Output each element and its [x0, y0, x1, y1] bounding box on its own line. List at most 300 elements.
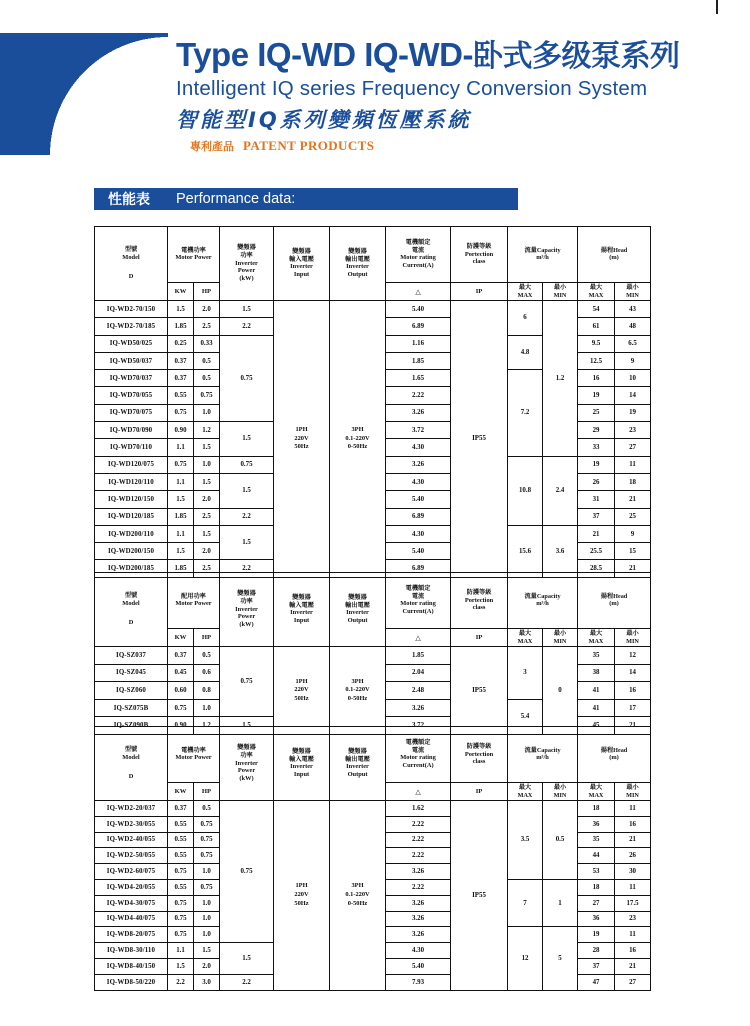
cell-motor-current: 1.65 — [386, 370, 451, 387]
col-header-inverter-input: 變頻器 輸入電壓 Inverter Input — [274, 573, 330, 647]
cell-capacity-max: 7.2 — [508, 370, 543, 456]
cell-motor-current: 3.26 — [386, 404, 451, 421]
cell-motor-current: 2.22 — [386, 816, 451, 832]
cell-hp: 1.0 — [194, 864, 220, 880]
cell-hp: 1.0 — [194, 927, 220, 943]
cell-motor-current: 1.85 — [386, 647, 451, 665]
page-header — [0, 0, 750, 180]
col-header-inverter-power: 變頻器 功率 Inverter Power (kW) — [220, 573, 274, 647]
cell-model: IQ-WD120/075 — [95, 456, 168, 473]
cell-motor-current: 2.04 — [386, 664, 451, 682]
col-header-head-min: 最小 MIN — [615, 783, 651, 801]
cell-kw: 1.5 — [168, 543, 194, 560]
cell-motor-current: 6.89 — [386, 318, 451, 335]
cell-head-max: 16 — [578, 370, 615, 387]
title-cjk-suffix: 卧式多级泵系列 — [473, 39, 680, 74]
cell-head-min: 21 — [615, 717, 651, 735]
cell-head-max: 19 — [578, 927, 615, 943]
cell-capacity-min: 3.6 — [543, 525, 578, 577]
col-header-kw: KW — [168, 629, 194, 647]
col-header-capacity-max: 最大 MAX — [508, 783, 543, 801]
cell-hp: 1.2 — [194, 717, 220, 735]
cell-protection-class: IP55 — [451, 801, 508, 991]
cell-model: IQ-SZ045 — [95, 664, 168, 682]
cell-kw: 0.55 — [168, 816, 194, 832]
cell-head-min: 11 — [615, 456, 651, 473]
col-header-capacity: 流量Capacity m³/h — [508, 573, 578, 629]
cell-protection-class: IP55 — [451, 647, 508, 735]
col-header-motor-current: 電機額定 電流 Motor rating Current(A) — [386, 227, 451, 283]
cell-head-max: 35 — [578, 832, 615, 848]
cell-model: IQ-WD50/025 — [95, 335, 168, 352]
cell-head-min: 16 — [615, 816, 651, 832]
cell-model: IQ-WD200/110 — [95, 525, 168, 542]
col-header-motor-current: 電機額定 電流 Motor rating Current(A) — [386, 573, 451, 629]
col-header-hp: HP — [194, 783, 220, 801]
col-header-capacity-max: 最大 MAX — [508, 629, 543, 647]
col-header-inverter-power: 變頻器 功率 Inverter Power (kW) — [220, 727, 274, 801]
cell-hp: 1.5 — [194, 439, 220, 456]
performance-table-1-wrapper — [94, 226, 650, 578]
cell-kw: 0.75 — [168, 699, 194, 717]
cell-kw: 1.85 — [168, 560, 194, 577]
cell-model: IQ-WD70/037 — [95, 370, 168, 387]
cell-hp: 1.2 — [194, 422, 220, 439]
cell-head-min: 23 — [615, 422, 651, 439]
cell-hp: 1.5 — [194, 525, 220, 542]
cell-inverter-power: 1.5 — [220, 422, 274, 457]
cell-kw: 2.2 — [168, 974, 194, 990]
cell-kw: 1.5 — [168, 958, 194, 974]
cell-capacity-max: 4.8 — [508, 335, 543, 370]
cell-model: IQ-WD2-20/037 — [95, 801, 168, 817]
cell-motor-current: 6.89 — [386, 560, 451, 577]
cell-motor-current: 3.26 — [386, 895, 451, 911]
col-header-protection-class: 防護等級 Portection class — [451, 573, 508, 629]
cell-model: IQ-WD8-20/075 — [95, 927, 168, 943]
cell-capacity-max: 7 — [508, 879, 543, 926]
cell-hp: 0.75 — [194, 879, 220, 895]
cell-hp: 0.5 — [194, 352, 220, 369]
cell-kw: 1.1 — [168, 525, 194, 542]
cell-head-max: 36 — [578, 816, 615, 832]
cell-head-max: 38 — [578, 664, 615, 682]
col-header-motor-power: 電機功率 Motor Power — [168, 227, 220, 283]
cell-head-max: 54 — [578, 301, 615, 318]
cell-kw: 0.37 — [168, 647, 194, 665]
cell-motor-current: 4.30 — [386, 473, 451, 490]
cell-head-max: 45 — [578, 717, 615, 735]
cell-motor-current: 3.72 — [386, 422, 451, 439]
cell-model: IQ-WD200/185 — [95, 560, 168, 577]
cell-model: IQ-SZ075B — [95, 699, 168, 717]
cell-head-min: 19 — [615, 404, 651, 421]
cell-capacity-min: 1 — [543, 879, 578, 926]
col-header-hp: HP — [194, 629, 220, 647]
cell-head-min: 43 — [615, 301, 651, 318]
cell-model: IQ-WD120/185 — [95, 508, 168, 525]
cell-motor-current: 3.26 — [386, 699, 451, 717]
cell-motor-current: 2.48 — [386, 682, 451, 700]
cell-head-min: 16 — [615, 682, 651, 700]
cell-head-min: 11 — [615, 801, 651, 817]
performance-table-3 — [94, 726, 651, 991]
table-row — [95, 801, 651, 817]
cell-kw: 0.37 — [168, 352, 194, 369]
cell-head-max: 19 — [578, 456, 615, 473]
cell-head-min: 21 — [615, 560, 651, 577]
cell-capacity-min: 1.2 — [543, 301, 578, 457]
cell-head-max: 27 — [578, 895, 615, 911]
cell-kw: 0.37 — [168, 370, 194, 387]
cell-kw: 1.1 — [168, 943, 194, 959]
col-header-head: 揚程Head (m) — [578, 227, 651, 283]
cell-head-min: 15 — [615, 543, 651, 560]
cell-hp: 0.75 — [194, 387, 220, 404]
cell-head-min: 11 — [615, 879, 651, 895]
col-header-head-max: 最大 MAX — [578, 283, 615, 301]
cell-model: IQ-WD50/037 — [95, 352, 168, 369]
cell-motor-current: 6.89 — [386, 508, 451, 525]
cell-kw: 0.25 — [168, 335, 194, 352]
cell-capacity-max: 3 — [508, 647, 543, 700]
cell-hp: 0.5 — [194, 370, 220, 387]
cell-motor-current: 4.30 — [386, 943, 451, 959]
cell-head-min: 11 — [615, 927, 651, 943]
cell-kw: 1.1 — [168, 473, 194, 490]
cell-kw: 0.75 — [168, 864, 194, 880]
cell-head-min: 9 — [615, 525, 651, 542]
col-header-protection-class: 防護等級 Portection class — [451, 727, 508, 783]
cell-inverter-power: 1.5 — [220, 943, 274, 975]
col-header-head: 揚程Head (m) — [578, 727, 651, 783]
patent-line — [190, 137, 750, 155]
cell-head-min: 48 — [615, 318, 651, 335]
cell-head-min: 10 — [615, 370, 651, 387]
cell-inverter-input: 1PH 220V 50Hz — [274, 647, 330, 735]
cell-head-max: 25.5 — [578, 543, 615, 560]
col-header-kw: KW — [168, 783, 194, 801]
col-header-head-min: 最小 MIN — [615, 629, 651, 647]
cell-model: IQ-WD8-50/220 — [95, 974, 168, 990]
cell-head-max: 37 — [578, 958, 615, 974]
cell-model: IQ-WD70/090 — [95, 422, 168, 439]
cell-inverter-power: 1.5 — [220, 301, 274, 318]
cell-inverter-power: 2.2 — [220, 508, 274, 525]
cell-head-max: 28 — [578, 943, 615, 959]
cell-motor-current: 7.93 — [386, 974, 451, 990]
cell-hp: 2.5 — [194, 560, 220, 577]
cell-head-min: 27 — [615, 439, 651, 456]
col-header-inverter-output: 變頻器 輸出電壓 Inverter Output — [330, 227, 386, 301]
cell-head-min: 25 — [615, 508, 651, 525]
cell-inverter-power: 2.2 — [220, 974, 274, 990]
cell-head-min: 6.5 — [615, 335, 651, 352]
col-header-head-min: 最小 MIN — [615, 283, 651, 301]
cell-model: IQ-WD4-20/055 — [95, 879, 168, 895]
cell-head-min: 14 — [615, 664, 651, 682]
col-header-current-symbol: △ — [386, 283, 451, 301]
cell-kw: 1.5 — [168, 301, 194, 318]
col-header-inverter-output: 變頻器 輸出電壓 Inverter Output — [330, 727, 386, 801]
cell-model: IQ-WD2-50/055 — [95, 848, 168, 864]
cell-head-max: 18 — [578, 879, 615, 895]
cell-model: IQ-WD200/150 — [95, 543, 168, 560]
cell-model: IQ-WD120/110 — [95, 473, 168, 490]
cell-motor-current: 2.22 — [386, 848, 451, 864]
col-header-model: 型號 Model D — [95, 573, 168, 647]
cell-kw: 0.75 — [168, 895, 194, 911]
cell-capacity-max: 15.6 — [508, 525, 543, 577]
cell-head-max: 36 — [578, 911, 615, 927]
col-header-ip: IP — [451, 783, 508, 801]
title-block — [176, 38, 750, 155]
cell-kw: 1.85 — [168, 508, 194, 525]
cell-motor-current: 5.40 — [386, 301, 451, 318]
cell-head-min: 27 — [615, 974, 651, 990]
cell-model: IQ-WD2-40/055 — [95, 832, 168, 848]
cell-head-min: 12 — [615, 647, 651, 665]
cell-kw: 1.85 — [168, 318, 194, 335]
cell-head-min: 23 — [615, 911, 651, 927]
cell-hp: 0.6 — [194, 664, 220, 682]
cell-model: IQ-WD4-40/075 — [95, 911, 168, 927]
col-header-capacity-max: 最大 MAX — [508, 283, 543, 301]
cell-capacity-max: 6 — [508, 301, 543, 336]
cell-motor-current: 3.72 — [386, 717, 451, 735]
cell-model: IQ-WD2-70/185 — [95, 318, 168, 335]
col-header-inverter-output: 變頻器 輸出電壓 Inverter Output — [330, 573, 386, 647]
cell-motor-current: 2.22 — [386, 879, 451, 895]
col-header-capacity: 流量Capacity m³/h — [508, 727, 578, 783]
cell-motor-current: 3.26 — [386, 911, 451, 927]
col-header-head-max: 最大 MAX — [578, 783, 615, 801]
cell-hp: 1.0 — [194, 895, 220, 911]
col-header-motor-power: 配用功率 Motor Power — [168, 573, 220, 629]
brand-swoosh-shape — [0, 33, 168, 155]
cell-motor-current: 5.40 — [386, 958, 451, 974]
section-label-en: Performance data: — [176, 191, 296, 207]
cell-inverter-input: 1PH 220V 50Hz — [274, 301, 330, 578]
col-header-model: 型號 Model D — [95, 727, 168, 801]
cell-head-max: 35 — [578, 647, 615, 665]
cell-motor-current: 3.26 — [386, 927, 451, 943]
cell-hp: 1.5 — [194, 473, 220, 490]
cell-motor-current: 1.16 — [386, 335, 451, 352]
col-header-current-symbol: △ — [386, 629, 451, 647]
cell-capacity-max: 12 — [508, 927, 543, 990]
cell-capacity-max: 5.4 — [508, 699, 543, 734]
cell-hp: 2.0 — [194, 543, 220, 560]
cell-capacity-min: 2.4 — [543, 456, 578, 525]
cell-inverter-power: 0.75 — [220, 647, 274, 717]
cell-inverter-power: 2.2 — [220, 560, 274, 577]
col-header-head: 揚程Head (m) — [578, 573, 651, 629]
cell-inverter-output: 3PH 0.1-220V 0-50Hz — [330, 801, 386, 991]
col-header-motor-current: 電機額定 電流 Motor rating Current(A) — [386, 727, 451, 783]
cell-model: IQ-WD120/150 — [95, 491, 168, 508]
table-row — [95, 647, 651, 665]
cell-hp: 0.75 — [194, 816, 220, 832]
col-header-current-symbol: △ — [386, 783, 451, 801]
cell-head-min: 21 — [615, 491, 651, 508]
col-header-ip: IP — [451, 283, 508, 301]
cell-kw: 1.5 — [168, 491, 194, 508]
col-header-motor-power: 電機功率 Motor Power — [168, 727, 220, 783]
cell-inverter-output: 3PH 0.1-220V 0-50Hz — [330, 647, 386, 735]
cell-kw: 0.45 — [168, 664, 194, 682]
cell-head-min: 17 — [615, 699, 651, 717]
cell-motor-current: 4.30 — [386, 439, 451, 456]
cell-model: IQ-SZ037 — [95, 647, 168, 665]
cell-hp: 1.0 — [194, 404, 220, 421]
cell-head-min: 9 — [615, 352, 651, 369]
cell-kw: 0.90 — [168, 717, 194, 735]
cell-head-max: 44 — [578, 848, 615, 864]
cell-capacity-max: 10.8 — [508, 456, 543, 525]
cell-head-max: 19 — [578, 387, 615, 404]
cell-motor-current: 1.85 — [386, 352, 451, 369]
col-header-capacity-min: 最小 MIN — [543, 783, 578, 801]
cell-model: IQ-WD2-60/075 — [95, 864, 168, 880]
cell-motor-current: 1.62 — [386, 801, 451, 817]
section-label-cjk: 性能表 — [108, 192, 150, 208]
performance-table-2-wrapper — [94, 572, 650, 735]
cell-hp: 0.75 — [194, 832, 220, 848]
cell-head-min: 26 — [615, 848, 651, 864]
cell-head-min: 21 — [615, 958, 651, 974]
cell-head-max: 21 — [578, 525, 615, 542]
col-header-hp: HP — [194, 283, 220, 301]
cell-head-min: 21 — [615, 832, 651, 848]
cell-kw: 0.90 — [168, 422, 194, 439]
performance-table-2 — [94, 572, 651, 735]
cell-hp: 0.5 — [194, 801, 220, 817]
table-row — [95, 301, 651, 318]
page-subtitle-cjk: 智能型IQ系列變頻恆壓系統 — [176, 107, 472, 132]
cell-motor-current: 3.26 — [386, 864, 451, 880]
cell-model: IQ-SZ090B — [95, 717, 168, 735]
cell-kw: 0.75 — [168, 404, 194, 421]
cell-head-max: 9.5 — [578, 335, 615, 352]
cell-hp: 2.0 — [194, 958, 220, 974]
col-header-inverter-input: 變頻器 輸入電壓 Inverter Input — [274, 227, 330, 301]
cell-hp: 0.5 — [194, 647, 220, 665]
cell-model: IQ-WD70/110 — [95, 439, 168, 456]
col-header-model: 型號 Model D — [95, 227, 168, 301]
col-header-inverter-input: 變頻器 輸入電壓 Inverter Input — [274, 727, 330, 801]
col-header-protection-class: 防護等級 Portection class — [451, 227, 508, 283]
cell-hp: 2.5 — [194, 318, 220, 335]
cell-motor-current: 3.26 — [386, 456, 451, 473]
cell-kw: 0.75 — [168, 911, 194, 927]
section-header-performance-data — [94, 188, 518, 210]
cell-capacity-max: 3.5 — [508, 801, 543, 880]
cell-head-max: 25 — [578, 404, 615, 421]
cell-hp: 1.0 — [194, 699, 220, 717]
patent-label-cjk: 專利產品 — [190, 139, 234, 153]
cell-inverter-power: 1.5 — [220, 525, 274, 560]
cell-capacity-min: 0.5 — [543, 801, 578, 880]
cell-motor-current: 4.30 — [386, 525, 451, 542]
cell-inverter-power: 2.2 — [220, 318, 274, 335]
cell-capacity-min: 0 — [543, 647, 578, 735]
cell-hp: 0.75 — [194, 848, 220, 864]
cell-kw: 0.55 — [168, 832, 194, 848]
cell-inverter-power: 0.75 — [220, 335, 274, 421]
col-header-head-max: 最大 MAX — [578, 629, 615, 647]
cell-hp: 1.5 — [194, 943, 220, 959]
cell-hp: 0.8 — [194, 682, 220, 700]
cell-inverter-input: 1PH 220V 50Hz — [274, 801, 330, 991]
cell-head-max: 41 — [578, 682, 615, 700]
cell-model: IQ-SZ060 — [95, 682, 168, 700]
cell-motor-current: 5.40 — [386, 543, 451, 560]
col-header-capacity-min: 最小 MIN — [543, 629, 578, 647]
page-subtitle: Intelligent IQ series Frequency Conversion System — [176, 76, 648, 100]
cell-hp: 2.0 — [194, 491, 220, 508]
cell-model: IQ-WD4-30/075 — [95, 895, 168, 911]
cell-head-max: 12.5 — [578, 352, 615, 369]
performance-table-1 — [94, 226, 651, 578]
cell-motor-current: 2.22 — [386, 832, 451, 848]
cell-head-max: 53 — [578, 864, 615, 880]
col-header-capacity-min: 最小 MIN — [543, 283, 578, 301]
cell-head-max: 33 — [578, 439, 615, 456]
cell-head-max: 29 — [578, 422, 615, 439]
cell-head-min: 17.5 — [615, 895, 651, 911]
cell-model: IQ-WD70/055 — [95, 387, 168, 404]
col-header-inverter-power: 變頻器 功率 Inverter Power (kW) — [220, 227, 274, 301]
cell-inverter-power: 1.5 — [220, 717, 274, 735]
page-title — [176, 38, 750, 73]
title-en: Type IQ-WD IQ-WD- — [176, 36, 474, 73]
cell-protection-class: IP55 — [451, 301, 508, 578]
cell-head-max: 31 — [578, 491, 615, 508]
cell-kw: 0.37 — [168, 801, 194, 817]
cell-hp: 2.0 — [194, 301, 220, 318]
cell-head-max: 18 — [578, 801, 615, 817]
cell-model: IQ-WD2-70/150 — [95, 301, 168, 318]
cell-motor-current: 2.22 — [386, 387, 451, 404]
cell-head-max: 47 — [578, 974, 615, 990]
cell-model: IQ-WD8-30/110 — [95, 943, 168, 959]
cell-hp: 1.0 — [194, 456, 220, 473]
cell-hp: 0.33 — [194, 335, 220, 352]
col-header-ip: IP — [451, 629, 508, 647]
cell-model: IQ-WD2-30/055 — [95, 816, 168, 832]
cell-kw: 0.55 — [168, 879, 194, 895]
cell-hp: 1.0 — [194, 911, 220, 927]
cell-kw: 0.55 — [168, 387, 194, 404]
cell-head-max: 26 — [578, 473, 615, 490]
col-header-kw: KW — [168, 283, 194, 301]
cell-model: IQ-WD8-40/150 — [95, 958, 168, 974]
cell-kw: 0.75 — [168, 456, 194, 473]
cell-head-min: 14 — [615, 387, 651, 404]
cell-model: IQ-WD70/075 — [95, 404, 168, 421]
cell-head-max: 37 — [578, 508, 615, 525]
cell-inverter-power: 0.75 — [220, 456, 274, 473]
cell-inverter-power: 0.75 — [220, 801, 274, 943]
cell-head-max: 28.5 — [578, 560, 615, 577]
cell-head-min: 30 — [615, 864, 651, 880]
cell-capacity-min: 5 — [543, 927, 578, 990]
cell-head-min: 18 — [615, 473, 651, 490]
cell-head-max: 61 — [578, 318, 615, 335]
cell-kw: 1.1 — [168, 439, 194, 456]
col-header-capacity: 流量Capacity m³/h — [508, 227, 578, 283]
